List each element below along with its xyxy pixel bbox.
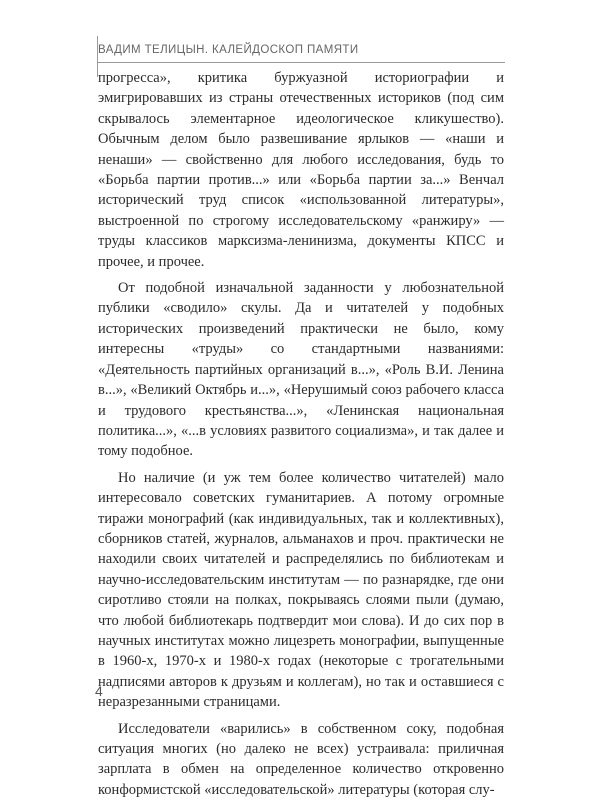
page-number: 4 <box>95 683 103 699</box>
running-header: ВАДИМ ТЕЛИЦЫН. КАЛЕЙДОСКОП ПАМЯТИ <box>98 44 359 56</box>
paragraph-4: Исследователи «варились» в собственном соку, подобная ситуация многих (но далеко не всех) устраивала: приличная зарплата в обмен на определенное количество откровенно конформистской «исследовательской» литературы (которая слу- <box>98 720 504 798</box>
body-text <box>98 68 504 806</box>
paragraph-1: прогресса», критика буржуазной историографии и эмигрировавших из страны отечественных историков (под сим скрывалось элементарное идеологическое кликушество). Обычным делом было развешивание ярлыков — «наши и ненаши» — свойственно для любого исследования, будь то «Борьба партии против...» или «Борьба партии за...» Венчал исторический труд список «использованной литературы», выстроенной по строгому исследовательскому «ранжиру» — труды классиков марксизма-ленинизма, документы КПСС и прочее, и прочее. <box>98 70 504 270</box>
paragraph-2: От подобной изначальной заданности у любознательной публики «сводило» скулы. Да и читателей у подобных исторических произведений практически не было, кому интересны «труды» со стандартными названиями: «Деятельность партийных организаций в...», «Роль В.И. Ленина в...», «Великий Октябрь и...», «Нерушимый союз рабочего класса и трудового крестьянства...», «Ленинская национальная политика...», «...в условиях развитого социализма», и так далее и тому подобное. <box>98 280 504 460</box>
header-rule <box>97 62 505 63</box>
paragraph-3: Но наличие (и уж тем более количество читателей) мало интересовало советских гуманитариев. А потому огромные тиражи монографий (как индивидуальных, так и коллективных), сборников статей, журналов, альманахов и проч. практически не находили своих читателей и распределялись по библиотекам и научно-исследовательским институтам — по разнарядке, где они сиротливо стояли на полках, покрываясь слоями пыли (думаю, что любой библиотекарь подтвердит мои слова). И до сих пор в научных институтах можно лицезреть монографии, выпущенные в 1960-х, 1970-х и 1980-х годах (некоторые с трогательными надписями авторов к друзьям и коллегам), но так и оставшиеся с неразрезанными страницами. <box>98 469 504 711</box>
